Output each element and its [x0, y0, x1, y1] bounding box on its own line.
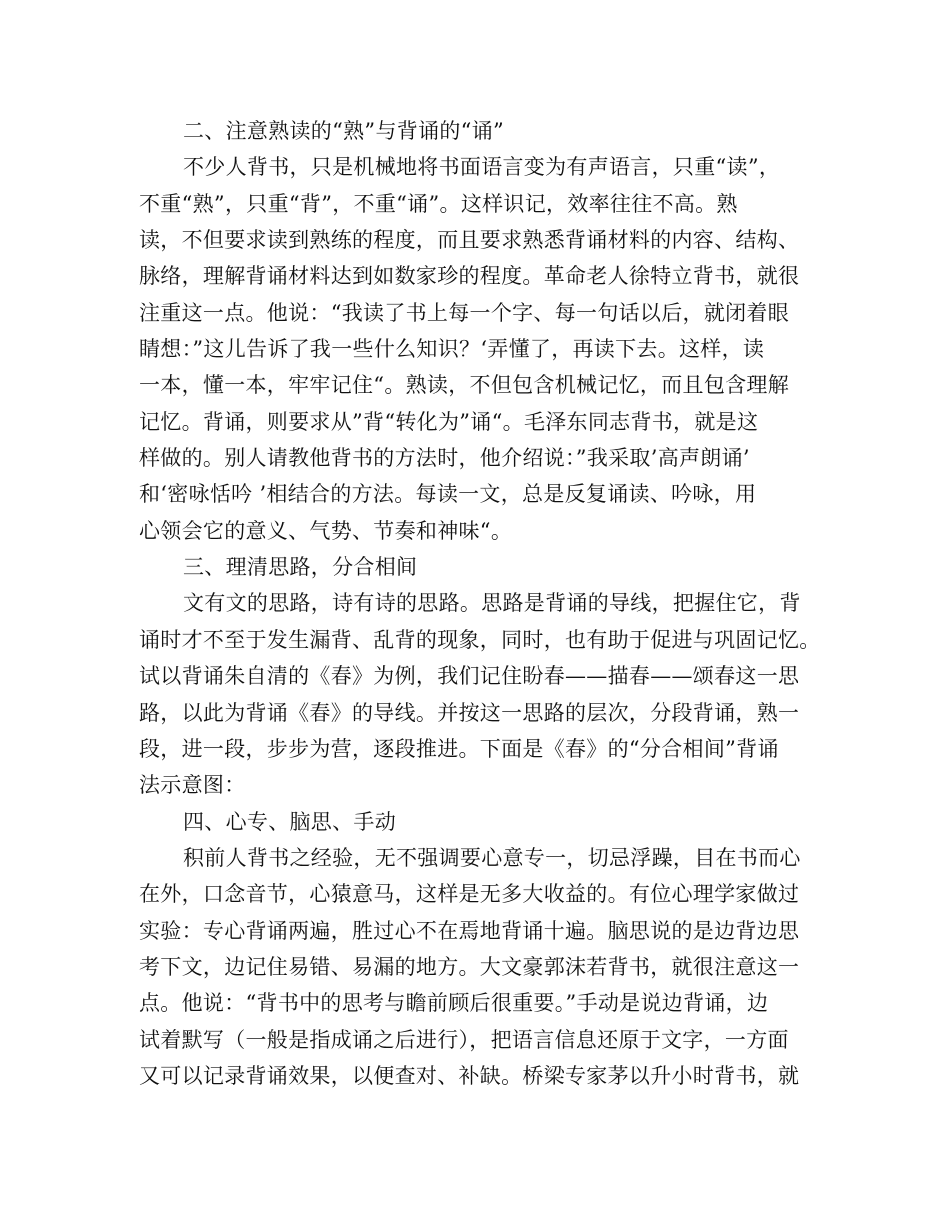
paragraph-line: 试着默写（一般是指成诵之后进行），把语言信息还原于文字，一方面: [139, 1027, 789, 1052]
paragraph-line: 记忆。背诵，则要求从”背“转化为”诵“。毛泽东同志背书，就是这: [139, 409, 759, 434]
paragraph-line: 点。他说：“背书中的思考与瞻前顾后很重要。”手动是说边背诵，边: [139, 991, 769, 1016]
paragraph-line: 睛想：”这儿告诉了我一些什么知识？‘弄懂了，再读下去。这样，读: [139, 337, 765, 362]
paragraph-line: 考下文，边记住易错、易漏的地方。大文豪郭沫若背书，就很注意这一: [139, 954, 800, 979]
paragraph-line: 心领会它的意义、气势、节奏和神味“。: [139, 518, 513, 543]
paragraph-line: 积前人背书之经验，无不强调要心意专一，切忌浮躁，目在书而心: [183, 845, 801, 870]
paragraph-line: 注重这一点。他说：“我读了书上每一个字、每一句话以后，就闭着眼: [139, 300, 790, 325]
section-heading: 四、心专、脑思、手动: [183, 809, 396, 834]
paragraph-line: 路，以此为背诵《春》的导线。并按这一思路的层次，分段背诵，熟一: [139, 700, 800, 725]
paragraph-line: 一本，懂一本，牢牢记住“。熟读，不但包含机械记忆，而且包含理解: [139, 373, 790, 398]
paragraph-line: 又可以记录背诵效果，以便查对、补缺。桥梁专家茅以升小时背书，就: [139, 1063, 800, 1088]
document-body: [139, 113, 821, 1094]
paragraph-line: 在外，口念音节，心猿意马，这样是无多大收益的。有位心理学家做过: [139, 882, 800, 907]
paragraph-line: 段，进一段，步步为营，逐段推进。下面是《春》的“分合相间”背诵: [139, 736, 779, 761]
section-heading: 二、注意熟读的“熟”与背诵的“诵”: [183, 119, 505, 143]
paragraph-line: 诵时才不至于发生漏背、乱背的现象，同时，也有助于促进与巩固记忆。: [139, 627, 821, 652]
paragraph-line: 样做的。别人请教他背书的方法时，他介绍说：”我采取’高声朗诵’: [139, 446, 750, 471]
paragraph-line: 实验：专心背诵两遍，胜过心不在焉地背诵十遍。脑思说的是边背边思: [139, 918, 800, 943]
section-heading: 三、理清思路，分合相间: [183, 555, 418, 580]
paragraph-line: 和‘密咏恬吟 ’相结合的方法。每读一文，总是反复诵读、吟咏，用: [139, 482, 757, 507]
paragraph-line: 不重“熟”，只重“背”，不重“诵”。这样识记，效率往往不高。熟: [139, 191, 738, 216]
paragraph-line: 读，不但要求读到熟练的程度，而且要求熟悉背诵材料的内容、结构、: [139, 228, 800, 253]
paragraph-line: 脉络，理解背诵材料达到如数家珍的程度。革命老人徐特立背书，就很: [139, 264, 800, 289]
paragraph-line: 不少人背书，只是机械地将书面语言变为有声语言，只重“读”，: [183, 155, 781, 180]
paragraph-line: 试以背诵朱自清的《春》为例，我们记住盼春——描春——颂春这一思: [139, 664, 800, 689]
paragraph-line: 文有文的思路，诗有诗的思路。思路是背诵的导线，把握住它，背: [183, 591, 801, 616]
paragraph-line: 法示意图：: [139, 773, 246, 798]
